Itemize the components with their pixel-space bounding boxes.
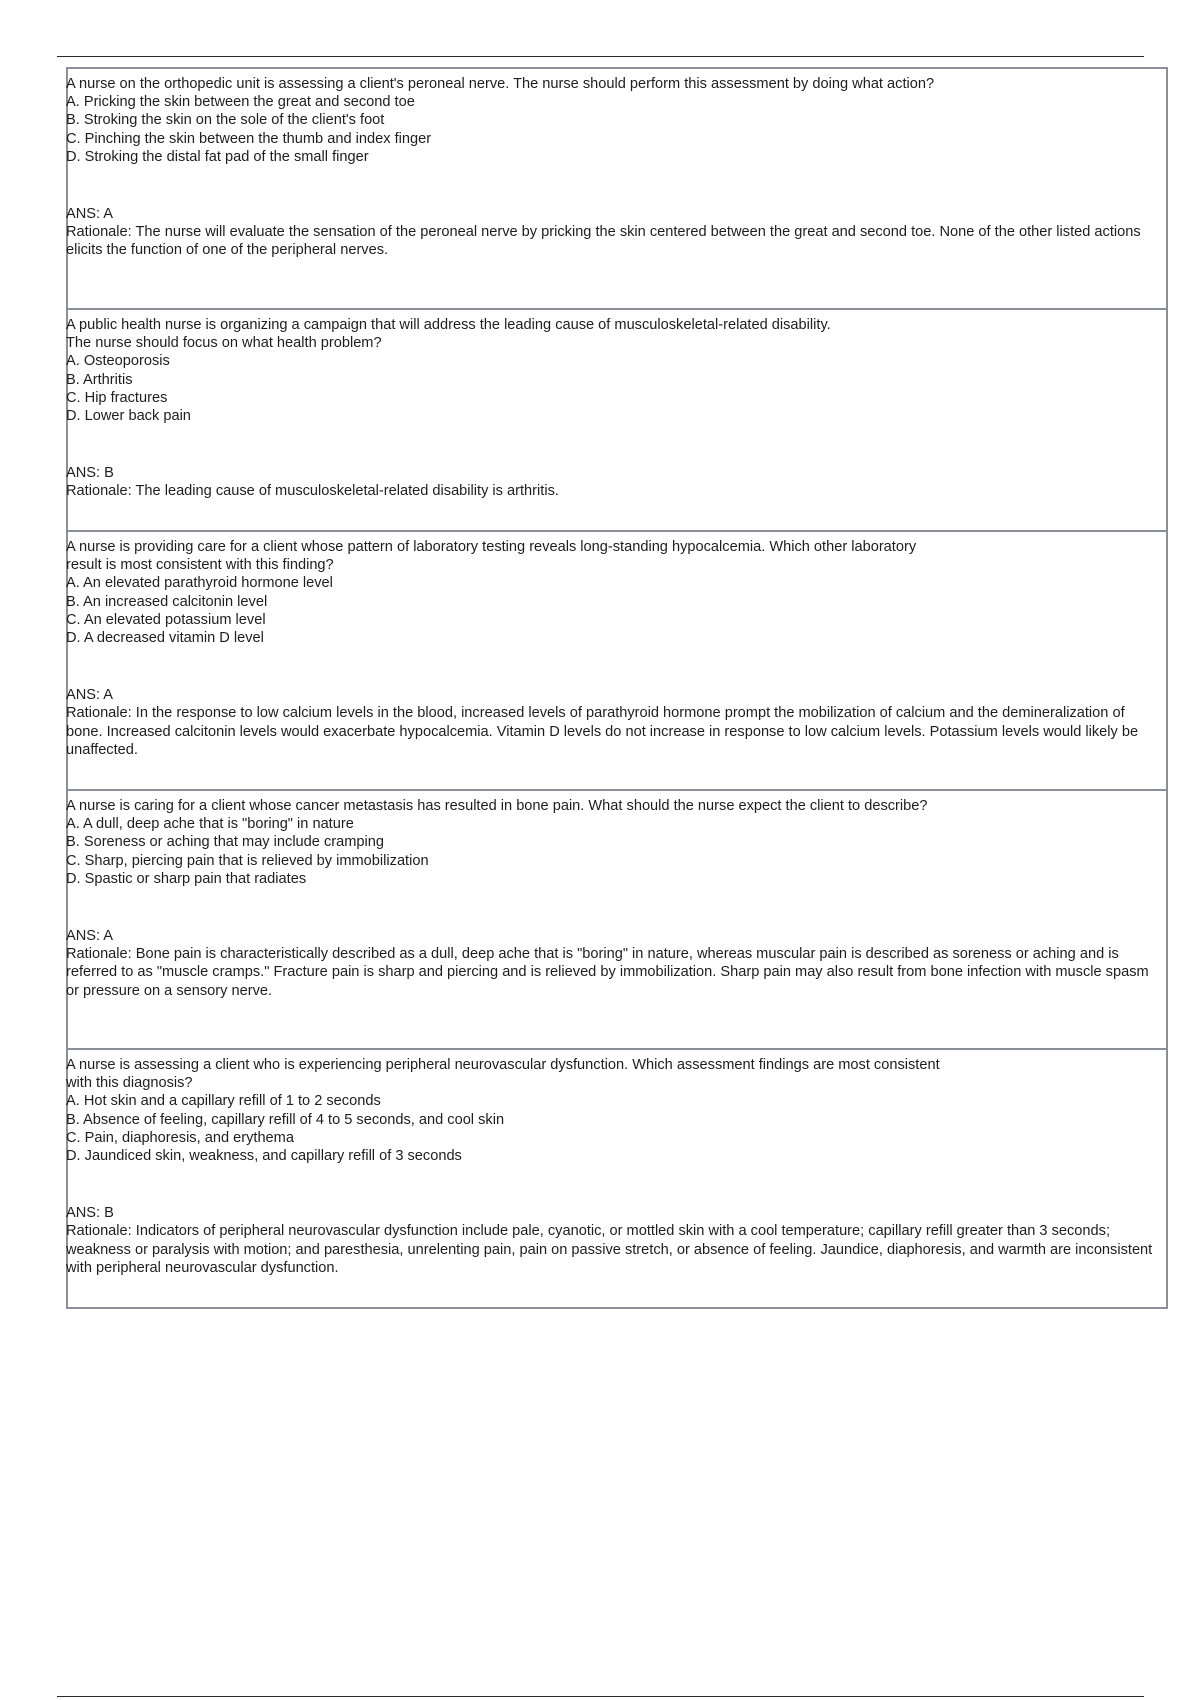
option-b: B. Absence of feeling, capillary refill of 4 to 5 seconds, and cool skin (66, 1111, 505, 1128)
bottom-rule (57, 1696, 1144, 1697)
option-a: A. Hot skin and a capillary refill of 1 to 2 seconds (66, 1093, 381, 1110)
question-block-4 (68, 791, 1166, 1050)
option-a: A. A dull, deep ache that is "boring" in nature (66, 816, 354, 833)
question-stem: A nurse is providing care for a client whose pattern of laboratory testing reveals long-standing hypocalcemia. Which other laboratory result is most consistent with this finding? (66, 539, 917, 574)
option-d: D. Spastic or sharp pain that radiates (66, 870, 307, 887)
question-list (66, 67, 1168, 1309)
option-b: B. Soreness or aching that may include cramping (66, 834, 384, 851)
question-stem-line-1: A public health nurse is organizing a campaign that will address the leading cause of musculoskeletal-related disability. (66, 317, 831, 333)
rationale: Rationale: The nurse will evaluate the sensation of the peroneal nerve by pricking the skin centered between the great and second toe. None of the other listed actions elicits the function of one of the peripheral nerves. (66, 224, 1141, 259)
option-a: A. Pricking the skin between the great and second toe (66, 94, 415, 111)
question-block-1 (68, 69, 1166, 310)
question-stem: A nurse is assessing a client who is experiencing peripheral neurovascular dysfunction. Which assessment findings are most consistent with this diagnosis? (66, 1057, 940, 1092)
option-b: B. An increased calcitonin level (66, 593, 268, 610)
question-stem: A nurse is caring for a client whose cancer metastasis has resulted in bone pain. What should the nurse expect the client to describe? (66, 798, 928, 814)
answer: ANS: B (66, 1205, 114, 1222)
question-block-2 (68, 310, 1166, 532)
option-a: A. An elevated parathyroid hormone level (66, 575, 333, 592)
option-d: D. Lower back pain (66, 408, 191, 425)
option-c: C. Pain, diaphoresis, and erythema (66, 1129, 294, 1146)
option-c: C. An elevated potassium level (66, 611, 266, 628)
rationale: Rationale: In the response to low calcium levels in the blood, increased levels of parathyroid hormone prompt the mobilization of calcium and the demineralization of bone. Increased calcitonin levels would exacerbate hypocalcemia. Vitamin D levels do not increase in response to low calcium levels. Potassium levels would likely be unaffected. (66, 705, 1139, 758)
option-c: C. Sharp, piercing pain that is relieved by immobilization (66, 852, 429, 869)
option-b: B. Arthritis (66, 371, 133, 388)
question-stem-line-2: The nurse should focus on what health problem? (66, 335, 382, 352)
option-b: B. Stroking the skin on the sole of the client's foot (66, 112, 385, 129)
rationale: Rationale: The leading cause of musculoskeletal-related disability is arthritis. (66, 483, 559, 500)
option-c: C. Hip fractures (66, 389, 168, 406)
option-d: D. Stroking the distal fat pad of the small finger (66, 148, 369, 165)
answer: ANS: A (66, 928, 114, 945)
answer: ANS: A (66, 206, 114, 223)
question-block-5 (68, 1050, 1166, 1307)
answer: ANS: B (66, 465, 114, 482)
rationale: Rationale: Bone pain is characteristically described as a dull, deep ache that is "boring" in nature, whereas muscular pain is described as soreness or aching and is referred to as "muscle cramps." Fracture pain is sharp and piercing and is relieved by immobilization. Sharp pain may also result from bone infection with muscle spasm or pressure on a sensory nerve. (66, 946, 1149, 999)
option-a: A. Osteoporosis (66, 353, 170, 370)
question-stem: A nurse on the orthopedic unit is assessing a client's peroneal nerve. The nurse should perform this assessment by doing what action? (66, 76, 935, 92)
question-block-3 (68, 532, 1166, 791)
option-d: D. A decreased vitamin D level (66, 630, 264, 647)
top-rule (57, 56, 1144, 57)
option-c: C. Pinching the skin between the thumb and index finger (66, 130, 432, 147)
rationale: Rationale: Indicators of peripheral neurovascular dysfunction include pale, cyanotic, or mottled skin with a cool temperature; capillary refill greater than 3 seconds; weakness or paralysis with motion; and paresthesia, unrelenting pain, pain on passive stretch, or absence of feeling. Jaundice, diaphoresis, and warmth are inconsistent with peripheral neurovascular dysfunction. (66, 1223, 1153, 1276)
answer: ANS: A (66, 687, 114, 704)
option-d: D. Jaundiced skin, weakness, and capillary refill of 3 seconds (66, 1148, 462, 1165)
